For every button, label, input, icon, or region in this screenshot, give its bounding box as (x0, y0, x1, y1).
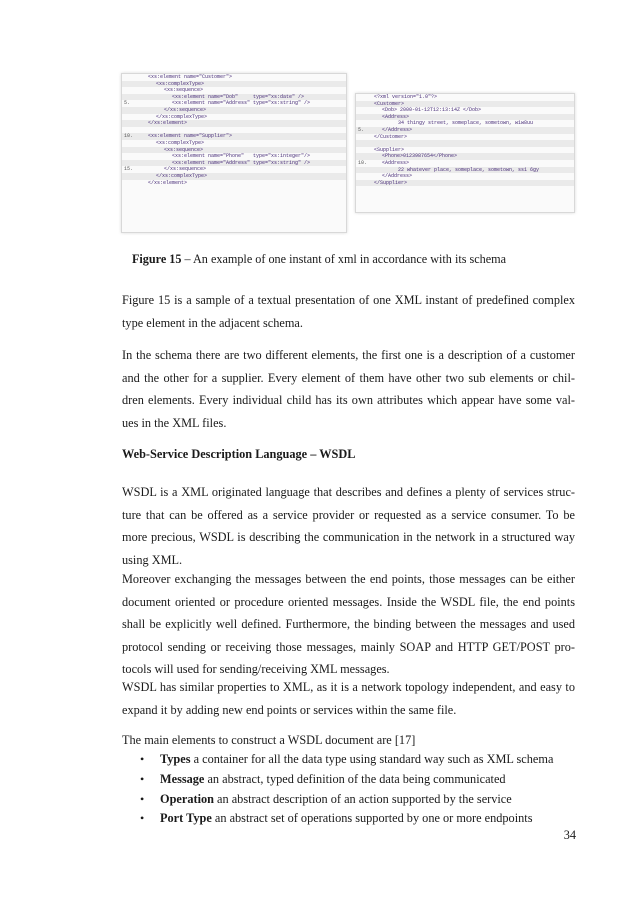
code-line (356, 160, 574, 167)
line-number: 15. (124, 166, 134, 173)
list-item-term: Port Type (160, 811, 212, 826)
code-text: <xs:element name="Phone" type="xs:integer"/> (172, 153, 311, 160)
code-line (356, 180, 574, 187)
list-item-desc: an abstract, typed definition of the data being communicated (204, 771, 506, 786)
code-line (122, 107, 346, 114)
code-text: <Phone>0123987654</Phone> (382, 153, 458, 160)
code-line (356, 147, 574, 154)
code-text: </xs:complexType> (156, 113, 208, 120)
line-number: 10. (358, 159, 368, 166)
page-number: 34 (563, 828, 576, 842)
paragraph-wsdl-definition: WSDL is a XML originated language that describes and defines a plenty of services struc-ture that can be offered as a service provider or requested as a service consumer. To be more precious, WSDL is describing the communication in the network in a structured way using XML. (122, 485, 575, 567)
code-text: <xs:element name="Address" type="xs:string" /> (172, 159, 311, 166)
code-text: <xs:element name="Customer"> (148, 74, 233, 80)
paragraph-figure-description: Figure 15 is a sample of a textual presentation of one XML instant of predefined complex type element in the adjacent schema. (122, 293, 575, 330)
code-text: <xs:element name="Supplier"> (148, 133, 233, 140)
code-text: <xs:complexType> (156, 139, 205, 146)
code-line (356, 173, 574, 180)
list-item (140, 790, 553, 810)
code-line (122, 114, 346, 121)
line-number: 10. (124, 133, 134, 140)
code-line (356, 101, 574, 108)
list-item-desc: an abstract description of an action supported by the service (213, 791, 512, 806)
xml-instance-code-panel (355, 93, 575, 213)
list-item-desc: a container for all the data type using standard way such as XML schema (190, 752, 554, 766)
list-item-term: Operation (160, 791, 214, 806)
code-text: </xs:element> (148, 179, 188, 186)
code-line (122, 140, 346, 147)
wsdl-elements-list (140, 750, 553, 829)
figure-caption (0, 252, 638, 267)
line-number: 5. (124, 100, 131, 107)
code-line (122, 147, 346, 154)
section-heading-wsdl: Web-Service Description Language – WSDL (122, 447, 356, 461)
list-item (140, 809, 553, 829)
code-line (356, 114, 574, 121)
code-line (122, 153, 346, 160)
paragraph-main-elements-intro: The main elements to construct a WSDL document are [17] (122, 733, 416, 747)
code-text: </Supplier> (374, 179, 408, 186)
code-text: <Supplier> (374, 146, 405, 153)
schema-code-panel (121, 73, 347, 233)
code-text: </Address> (382, 126, 413, 133)
code-text: <xs:element name="Dob" type="xs:date" /> (172, 93, 305, 100)
list-item-term: Message (160, 771, 205, 786)
code-line (356, 153, 574, 160)
paragraph-schema-elements: In the schema there are two different elements, the first one is a description of a customer and the other for a supplier. Every element of them have other two sub elements or chil-dren elements. Every individual child has its own attributes which appear have some val-ues in the XML files. (122, 348, 575, 430)
list-item-term: Types (160, 752, 191, 766)
code-line (122, 74, 346, 81)
code-text: <?xml version="1.0"?> (374, 94, 438, 100)
code-line (356, 120, 574, 127)
code-text: 34 thingy street, someplace, sometown, w1w8uu (398, 120, 534, 127)
code-text: </xs:element> (148, 120, 188, 127)
code-text: <Address> (382, 113, 410, 120)
list-item (140, 750, 553, 770)
code-text: 22 whatever place, someplace, sometown, ss1 6gy (398, 166, 540, 173)
list-item-desc: an abstract set of operations supported by one or more endpoints (211, 811, 533, 826)
code-text: <xs:element name="Address" type="xs:string" /> (172, 100, 311, 107)
code-line (356, 107, 574, 114)
code-text: <xs:sequence> (164, 87, 204, 94)
code-line (122, 120, 346, 127)
paragraph-wsdl-properties: WSDL has similar properties to XML, as it is a network topology independent, and easy to expand it by adding new end points or services within the same file. (122, 680, 575, 717)
code-text: <xs:complexType> (156, 80, 205, 87)
code-text: </Address> (382, 173, 413, 180)
caption-text: – An example of one instant of xml in accordance with its schema (181, 252, 507, 266)
code-text: </xs:complexType> (156, 172, 208, 179)
code-text: </Customer> (374, 133, 408, 140)
code-text: </xs:sequence> (164, 106, 207, 113)
code-text: <xs:sequence> (164, 146, 204, 153)
code-text: <Customer> (374, 100, 405, 107)
list-item (140, 770, 553, 790)
code-line (122, 133, 346, 140)
code-text: </xs:sequence> (164, 166, 207, 173)
code-line (122, 81, 346, 88)
code-line (122, 87, 346, 94)
code-line (122, 166, 346, 173)
code-line (122, 173, 346, 180)
code-line (356, 127, 574, 134)
code-text: <Dob> 2000-01-12T12:13:14Z </Dob> (382, 107, 482, 114)
caption-label: Figure 15 (131, 252, 182, 266)
code-line (122, 100, 346, 107)
line-number: 5. (358, 126, 365, 133)
code-text: <Address> (382, 159, 410, 166)
code-line (122, 180, 346, 187)
code-line (356, 167, 574, 174)
code-line (122, 127, 346, 134)
code-line (356, 134, 574, 141)
paragraph-messages: Moreover exchanging the messages between the end points, those messages can be either document oriented or procedure oriented messages. Inside the WSDL file, the end points shall be explicitly well defined. Furthermore, the binding between the messages and used protocol sending or receiving those messages, mainly SOAP and HTTP GET/POST pro-tocols will used for sending/receiving XML messages. (122, 572, 575, 677)
code-line (356, 94, 574, 101)
code-line (356, 140, 574, 147)
code-line (122, 94, 346, 101)
code-line (122, 160, 346, 167)
